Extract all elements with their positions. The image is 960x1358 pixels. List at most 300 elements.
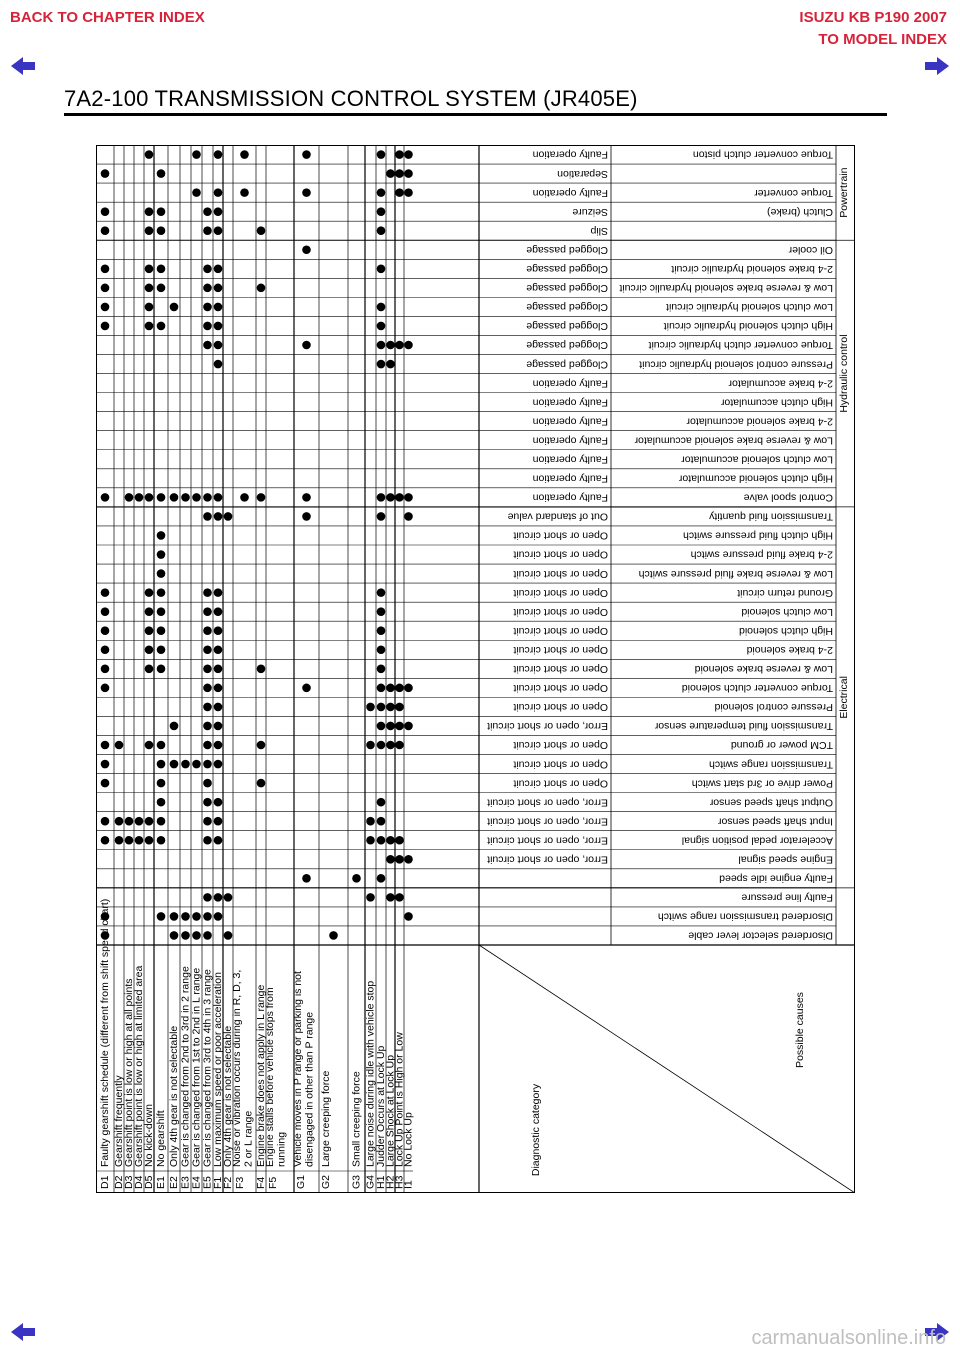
cause-mark — [257, 665, 266, 674]
cause-mark — [145, 741, 154, 750]
cause-mark — [404, 493, 413, 502]
cause-mark — [240, 493, 249, 502]
cause-mark — [157, 284, 166, 293]
cause-mark — [115, 836, 124, 845]
cause-mark — [377, 703, 386, 712]
cause-condition: Clogged passage — [526, 320, 608, 333]
cause-mark — [192, 188, 201, 197]
symptom-text: Gearshift point is low or high at all points — [122, 978, 135, 1167]
cause-mark — [115, 741, 124, 750]
cause-part: Disordered selector lever cable — [688, 929, 833, 942]
cause-mark — [101, 226, 110, 235]
cause-mark — [377, 226, 386, 235]
symptom-text: Judder Occurs at Lock Up — [374, 1045, 387, 1167]
cause-mark — [181, 760, 190, 769]
cause-condition: Seizure — [572, 205, 608, 218]
section-label: Powertrain — [838, 167, 850, 218]
symptom-text: Noise or vibration occurs during in R, D, 3,2 or L range — [231, 969, 255, 1167]
cause-condition: Error, open or short circuit — [487, 720, 608, 733]
symptom-text: No gearshift — [154, 1110, 167, 1167]
cause-mark — [395, 684, 404, 693]
cause-mark — [135, 836, 144, 845]
symptom-text: Engine stalls before vehicle stops fromrunning — [264, 987, 288, 1167]
cause-part: Oil cooler — [788, 243, 833, 256]
cause-mark — [145, 665, 154, 674]
cause-mark — [125, 493, 134, 502]
cause-mark — [386, 493, 395, 502]
footer-watermark: carmanualsonline.info — [751, 1327, 946, 1349]
cause-mark — [101, 322, 110, 331]
cause-mark — [214, 284, 223, 293]
cause-part: Torque converter clutch piston — [692, 148, 833, 161]
symptom-text: No kick-down — [142, 1103, 155, 1167]
cause-part: Torque converter clutch solenoid — [681, 682, 833, 695]
cause-part: Input shaft speed sensor — [718, 815, 833, 828]
cause-mark — [203, 760, 212, 769]
cause-condition: Clogged passage — [526, 301, 608, 314]
cause-mark — [395, 169, 404, 178]
cause-condition: Clogged passage — [526, 282, 608, 295]
cause-part: Torque converter clutch hydraulic circuit — [648, 339, 833, 352]
cause-mark — [214, 817, 223, 826]
symptom-code: D3 — [122, 1175, 135, 1189]
cause-mark — [404, 912, 413, 921]
cause-mark — [101, 645, 110, 654]
cause-mark — [170, 931, 179, 940]
cause-mark — [203, 607, 212, 616]
cause-mark — [170, 493, 179, 502]
cause-mark — [203, 265, 212, 274]
cause-mark — [329, 931, 338, 940]
cause-mark — [157, 169, 166, 178]
cause-mark — [257, 741, 266, 750]
cause-mark — [145, 607, 154, 616]
cause-mark — [404, 684, 413, 693]
cause-mark — [203, 779, 212, 788]
cause-mark — [214, 626, 223, 635]
cause-mark — [203, 684, 212, 693]
cause-mark — [386, 169, 395, 178]
symptom-text: Large creeping force — [319, 1070, 332, 1167]
cause-mark — [377, 360, 386, 369]
symptom-code: G3 — [350, 1174, 363, 1189]
cause-mark — [157, 207, 166, 216]
cause-mark — [145, 626, 154, 635]
cause-mark — [377, 626, 386, 635]
symptom-code: F2 — [221, 1176, 234, 1189]
back-to-chapter-index-link[interactable]: BACK TO CHAPTER INDEX — [10, 9, 205, 26]
cause-mark — [170, 912, 179, 921]
cause-condition: Error, open or short circuit — [487, 853, 608, 866]
cause-part: Low clutch solenoid hydraulic circuit — [666, 301, 833, 314]
model-index-link[interactable]: ISUZU KB P190 2007 — [799, 9, 947, 26]
cause-mark — [377, 836, 386, 845]
prev-page-arrow-icon[interactable] — [10, 1322, 36, 1342]
cause-mark — [214, 493, 223, 502]
cause-mark — [157, 550, 166, 559]
cause-mark — [214, 798, 223, 807]
cause-part: High clutch solenoid accumulator — [678, 472, 833, 485]
cause-mark — [302, 150, 311, 159]
symptom-text: No Lock Up — [402, 1112, 415, 1167]
cause-mark — [240, 150, 249, 159]
cause-mark — [404, 169, 413, 178]
cause-condition: Error, open or short circuit — [487, 815, 608, 828]
cause-mark — [377, 741, 386, 750]
diagnosis-matrix — [96, 145, 855, 1193]
cause-condition: Faulty operation — [532, 453, 608, 466]
cause-mark — [386, 684, 395, 693]
cause-mark — [135, 817, 144, 826]
symptom-code: E5 — [201, 1176, 214, 1189]
cause-part: 2-4 brake solenoid hydraulic circuit — [671, 263, 833, 276]
title-rule — [64, 113, 887, 116]
cause-mark — [157, 645, 166, 654]
cause-mark — [377, 607, 386, 616]
cause-condition: Open or short circuit — [513, 624, 608, 637]
cause-mark — [386, 341, 395, 350]
cause-mark — [395, 703, 404, 712]
cause-part: 2-4 brake fluid pressure switch — [690, 548, 833, 561]
cause-mark — [203, 322, 212, 331]
symptom-text: Large Shock at Lock Up — [384, 1054, 397, 1167]
symptom-text: Only 4th gear is not selectable — [221, 1025, 234, 1167]
cause-mark — [157, 531, 166, 540]
cause-mark — [101, 207, 110, 216]
cause-mark — [214, 607, 223, 616]
cause-condition: Clogged passage — [526, 243, 608, 256]
cause-mark — [302, 512, 311, 521]
cause-mark — [157, 493, 166, 502]
cause-mark — [302, 874, 311, 883]
cause-mark — [366, 703, 375, 712]
next-page-arrow-icon[interactable] — [924, 56, 950, 76]
cause-mark — [395, 893, 404, 902]
cause-condition: Open or short circuit — [513, 586, 608, 599]
cause-mark — [157, 760, 166, 769]
cause-mark — [302, 493, 311, 502]
cause-mark — [145, 836, 154, 845]
cause-mark — [145, 265, 154, 274]
cause-mark — [101, 265, 110, 274]
cause-mark — [214, 645, 223, 654]
cause-mark — [395, 836, 404, 845]
symptom-text: Vehicle moves in P range or parking is notdisengaged in other than P range — [292, 971, 316, 1167]
cause-mark — [377, 798, 386, 807]
cause-mark — [145, 493, 154, 502]
cause-mark — [214, 265, 223, 274]
cause-mark — [257, 779, 266, 788]
cause-mark — [101, 760, 110, 769]
symptom-text: Gearshift point is low or high at limited area — [132, 965, 145, 1167]
cause-part: Disordered transmission range switch — [657, 910, 833, 923]
cause-part: Transmission fluid quantity — [709, 510, 833, 523]
cause-mark — [377, 265, 386, 274]
cause-mark — [302, 684, 311, 693]
cause-mark — [395, 150, 404, 159]
symptom-code: H1 — [374, 1175, 387, 1189]
cause-mark — [145, 303, 154, 312]
cause-part: High clutch accumulator — [720, 396, 833, 409]
cause-mark — [101, 817, 110, 826]
cause-part: Low & reverse brake fluid pressure switch — [638, 567, 833, 580]
cause-mark — [214, 303, 223, 312]
cause-mark — [157, 798, 166, 807]
cause-mark — [404, 722, 413, 731]
symptom-text: Low maximum speed or poor acceleration — [211, 972, 224, 1167]
cause-part: Low clutch solenoid — [741, 605, 833, 618]
cause-mark — [214, 912, 223, 921]
cause-mark — [377, 817, 386, 826]
cause-mark — [404, 341, 413, 350]
cause-mark — [203, 341, 212, 350]
cause-condition: Faulty operation — [532, 415, 608, 428]
symptom-code: D4 — [132, 1175, 145, 1189]
cause-mark — [366, 741, 375, 750]
cause-mark — [214, 760, 223, 769]
cause-mark — [214, 512, 223, 521]
cause-mark — [377, 665, 386, 674]
cause-mark — [125, 836, 134, 845]
cause-mark — [203, 665, 212, 674]
cause-part: Control spool valve — [743, 491, 833, 504]
cause-mark — [395, 341, 404, 350]
corner-category-label: Diagnostic category — [530, 1083, 542, 1177]
cause-mark — [224, 931, 233, 940]
cause-mark — [101, 493, 110, 502]
cause-mark — [157, 626, 166, 635]
cause-mark — [366, 893, 375, 902]
symptom-code: G1 — [294, 1174, 307, 1189]
cause-condition: Error, open or short circuit — [487, 796, 608, 809]
cause-mark — [157, 817, 166, 826]
cause-part: Output shaft speed sensor — [709, 796, 833, 809]
model-index-link-line2[interactable]: TO MODEL INDEX — [818, 31, 947, 48]
cause-mark — [257, 493, 266, 502]
cause-mark — [377, 150, 386, 159]
cause-mark — [101, 169, 110, 178]
cause-part: Faulty line pressure — [741, 891, 833, 904]
cause-mark — [192, 931, 201, 940]
cause-mark — [145, 284, 154, 293]
cause-mark — [203, 703, 212, 712]
symptom-code: D1 — [98, 1175, 111, 1189]
cause-mark — [395, 722, 404, 731]
cause-mark — [366, 836, 375, 845]
cause-condition: Clogged passage — [526, 358, 608, 371]
symptom-code: E2 — [167, 1176, 180, 1189]
cause-mark — [386, 722, 395, 731]
cause-mark — [157, 607, 166, 616]
cause-condition: Faulty operation — [532, 472, 608, 485]
cause-mark — [192, 760, 201, 769]
cause-mark — [214, 665, 223, 674]
cause-mark — [170, 722, 179, 731]
cause-condition: Faulty operation — [532, 148, 608, 161]
cause-mark — [386, 893, 395, 902]
symptom-code: I1 — [402, 1180, 415, 1189]
cause-mark — [224, 893, 233, 902]
cause-mark — [377, 341, 386, 350]
cause-mark — [302, 341, 311, 350]
cause-mark — [181, 931, 190, 940]
symptom-text: Gear is changed from 2nd to 3rd in 2 range — [179, 966, 192, 1167]
cause-mark — [214, 341, 223, 350]
cause-part: TCM power or ground — [730, 739, 833, 752]
symptom-text: Large noise during idle with vehicle stop — [364, 980, 377, 1167]
symptom-code: E1 — [154, 1176, 167, 1189]
cause-condition: Open or short circuit — [513, 605, 608, 618]
cause-part: High clutch solenoid hydraulic circuit — [663, 320, 833, 333]
cause-mark — [203, 931, 212, 940]
cause-part: 2-4 brake accumulator — [728, 377, 833, 390]
symptom-text: Lock Up Point is High or Low — [393, 1032, 406, 1167]
cause-condition: Error, open or short circuit — [487, 834, 608, 847]
cause-mark — [257, 226, 266, 235]
symptom-code: D2 — [112, 1175, 125, 1189]
cause-mark — [145, 226, 154, 235]
cause-mark — [203, 893, 212, 902]
cause-condition: Faulty operation — [532, 434, 608, 447]
cause-mark — [214, 360, 223, 369]
symptom-text: Engine brake does not apply in L range — [254, 984, 267, 1167]
cause-mark — [377, 322, 386, 331]
cause-mark — [377, 512, 386, 521]
cause-mark — [170, 303, 179, 312]
cause-part: Low & reverse brake solenoid accumulator — [634, 434, 833, 447]
cause-mark — [192, 912, 201, 921]
cause-mark — [214, 836, 223, 845]
cause-mark — [145, 588, 154, 597]
cause-condition: Open or short circuit — [513, 758, 608, 771]
cause-condition: Faulty operation — [532, 377, 608, 390]
cause-condition: Out of standard value — [507, 510, 608, 523]
symptom-code: D5 — [142, 1175, 155, 1189]
cause-mark — [386, 855, 395, 864]
cause-mark — [395, 188, 404, 197]
cause-mark — [145, 322, 154, 331]
symptom-text: Gearshift frequently — [112, 1075, 125, 1167]
cause-mark — [377, 493, 386, 502]
cause-condition: Faulty operation — [532, 396, 608, 409]
section-label: Hydraulic control — [838, 334, 850, 413]
cause-mark — [203, 798, 212, 807]
cause-mark — [386, 703, 395, 712]
cause-mark — [257, 284, 266, 293]
symptom-code: G4 — [364, 1174, 377, 1189]
cause-mark — [203, 512, 212, 521]
cause-mark — [101, 626, 110, 635]
cause-part: 2-4 brake solenoid accumulator — [686, 415, 833, 428]
cause-mark — [101, 303, 110, 312]
cause-mark — [404, 150, 413, 159]
cause-mark — [101, 741, 110, 750]
cause-mark — [157, 912, 166, 921]
cause-mark — [101, 836, 110, 845]
symptom-text: Faulty gearshift schedule (different from shift speed chart) — [98, 898, 111, 1167]
cause-mark — [203, 588, 212, 597]
section-label: Electrical — [838, 676, 850, 719]
cause-mark — [214, 722, 223, 731]
cause-mark — [377, 207, 386, 216]
cause-mark — [404, 512, 413, 521]
cause-mark — [302, 245, 311, 254]
cause-mark — [203, 912, 212, 921]
cause-part: Ground return circuit — [737, 586, 833, 599]
cause-condition: Clogged passage — [526, 339, 608, 352]
cause-part: Faulty engine idle speed — [719, 872, 833, 885]
cause-mark — [214, 703, 223, 712]
cause-mark — [377, 874, 386, 883]
cause-mark — [135, 493, 144, 502]
cause-mark — [145, 817, 154, 826]
cause-condition: Open or short circuit — [513, 529, 608, 542]
cause-mark — [145, 645, 154, 654]
symptom-text: Gear is changed from 1st to 2nd in L range — [190, 967, 203, 1167]
symptom-code: G2 — [319, 1174, 332, 1189]
cause-mark — [101, 588, 110, 597]
cause-mark — [203, 226, 212, 235]
corner-causes-label: Possible causes — [794, 992, 806, 1068]
cause-mark — [203, 284, 212, 293]
cause-mark — [157, 265, 166, 274]
cause-mark — [145, 207, 154, 216]
page-title: 7A2-100 TRANSMISSION CONTROL SYSTEM (JR405E) — [64, 86, 638, 111]
symptom-code: E3 — [179, 1176, 192, 1189]
cause-mark — [203, 836, 212, 845]
cause-mark — [203, 303, 212, 312]
cause-mark — [157, 569, 166, 578]
cause-mark — [214, 684, 223, 693]
cause-mark — [214, 588, 223, 597]
symptom-code: F5 — [266, 1176, 279, 1189]
cause-mark — [157, 322, 166, 331]
cause-mark — [157, 588, 166, 597]
cause-condition: Open or short circuit — [513, 777, 608, 790]
cause-mark — [404, 188, 413, 197]
cause-condition: Clogged passage — [526, 263, 608, 276]
cause-mark — [352, 874, 361, 883]
cause-condition: Slip — [590, 224, 608, 237]
cause-mark — [377, 645, 386, 654]
cause-mark — [203, 207, 212, 216]
cause-mark — [214, 893, 223, 902]
cause-part: High clutch solenoid — [739, 624, 833, 637]
cause-mark — [157, 836, 166, 845]
cause-mark — [377, 684, 386, 693]
symptom-code: F3 — [233, 1176, 246, 1189]
prev-page-arrow-icon[interactable] — [10, 56, 36, 76]
cause-mark — [170, 760, 179, 769]
symptom-code: E4 — [190, 1176, 203, 1189]
cause-mark — [377, 303, 386, 312]
cause-mark — [145, 150, 154, 159]
cause-mark — [157, 665, 166, 674]
cause-condition: Faulty operation — [532, 186, 608, 199]
symptom-text: Gear is changed from 3rd to 4th in 3 range — [201, 969, 214, 1167]
cause-mark — [214, 322, 223, 331]
cause-mark — [240, 188, 249, 197]
cause-mark — [386, 360, 395, 369]
cause-part: Torque converter — [754, 186, 833, 199]
cause-mark — [366, 817, 375, 826]
cause-mark — [386, 836, 395, 845]
cause-mark — [192, 150, 201, 159]
cause-part: Pressure control solenoid hydraulic circuit — [639, 358, 833, 371]
cause-mark — [101, 607, 110, 616]
symptom-code: F4 — [254, 1176, 267, 1189]
cause-part: Low & reverse brake solenoid hydraulic circuit — [619, 282, 833, 295]
